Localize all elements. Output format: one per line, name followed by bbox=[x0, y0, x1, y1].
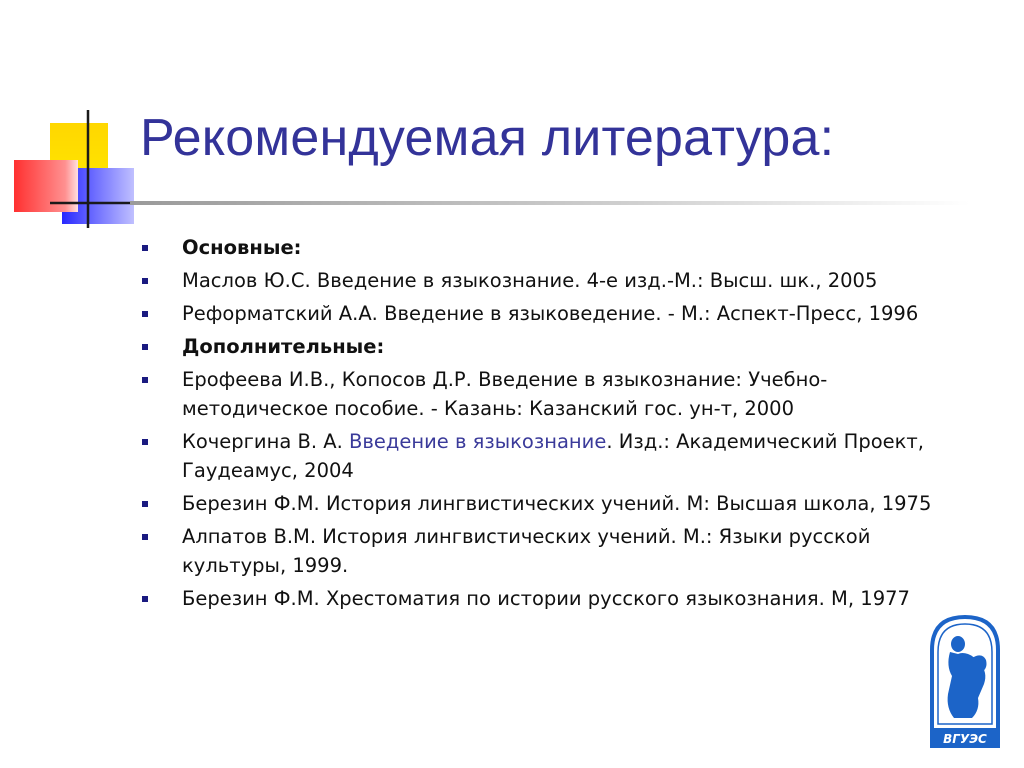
item-text: Ерофеева И.В., Копосов Д.Р. Введение в языкознание: Учебно-методическое пособие. - Казань: Казанский гос. ун-т, 2000 bbox=[182, 368, 828, 420]
bullet-icon bbox=[142, 439, 148, 445]
item-text: Маслов Ю.С. Введение в языкознание. 4-е изд.-М.: Высш. шк., 2005 bbox=[182, 269, 878, 292]
item-text: Алпатов В.М. История лингвистических учений. М.: Языки русской культуры, 1999. bbox=[182, 525, 871, 577]
bullet-icon bbox=[142, 534, 148, 540]
item-link-text[interactable]: Введение в языкознание bbox=[349, 430, 607, 453]
list-item bbox=[142, 266, 942, 295]
literature-list bbox=[142, 233, 942, 617]
list-item bbox=[142, 427, 942, 485]
item-text-post: . Изд.: Академический Проект, Гаудеамус, 2004 bbox=[182, 430, 924, 482]
logo-text: ВГУЭС bbox=[943, 732, 987, 746]
item-text: Березин Ф.М. История лингвистических учений. М: Высшая школа, 1975 bbox=[182, 492, 932, 515]
bullet-icon bbox=[142, 344, 148, 350]
list-item bbox=[142, 299, 942, 328]
bullet-icon bbox=[142, 596, 148, 602]
list-item bbox=[142, 522, 942, 580]
title-rule bbox=[130, 201, 970, 205]
bullet-icon bbox=[142, 501, 148, 507]
item-text: Основные: bbox=[182, 236, 302, 259]
list-item bbox=[142, 489, 942, 518]
item-text-pre: Кочергина В. А. bbox=[182, 430, 349, 453]
bullet-icon bbox=[142, 377, 148, 383]
item-text: Березин Ф.М. Хрестоматия по истории русского языкознания. М, 1977 bbox=[182, 587, 910, 610]
list-item bbox=[142, 584, 942, 613]
list-item bbox=[142, 332, 942, 361]
slide-title: Рекомендуемая литература: bbox=[140, 109, 835, 167]
list-item bbox=[142, 233, 942, 262]
bullet-icon bbox=[142, 245, 148, 251]
bullet-icon bbox=[142, 278, 148, 284]
university-logo bbox=[928, 614, 1002, 752]
item-text: Дополнительные: bbox=[182, 335, 385, 358]
bullet-icon bbox=[142, 311, 148, 317]
item-text: Реформатский А.А. Введение в языковедение. - М.: Аспект-Пресс, 1996 bbox=[182, 302, 919, 325]
list-item bbox=[142, 365, 942, 423]
